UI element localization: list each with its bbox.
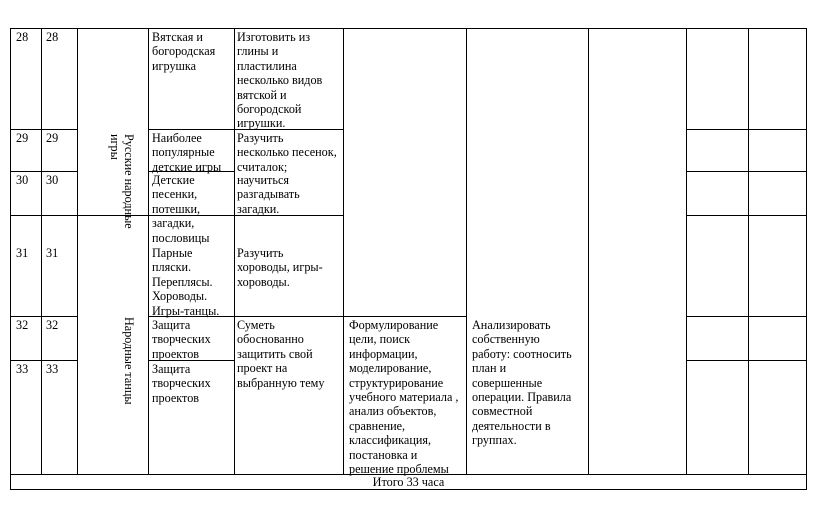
lesson-number: 32 <box>46 318 59 332</box>
lesson-topic: Защита творческих проектов <box>152 318 211 361</box>
column-divider <box>41 28 42 475</box>
lesson-number: 30 <box>46 173 59 187</box>
row-number: 30 <box>16 173 29 187</box>
lesson-task: Разучить несколько песенок, считалок; <box>237 131 337 174</box>
lesson-task: научиться разгадывать загадки. <box>237 173 300 216</box>
column-divider <box>466 28 467 475</box>
lesson-number: 33 <box>46 362 59 376</box>
row-separator <box>686 171 807 172</box>
lesson-topic: Защита творческих проектов <box>152 362 211 405</box>
lesson-number: 28 <box>46 30 59 44</box>
row-number: 31 <box>16 246 29 260</box>
row-number: 33 <box>16 362 29 376</box>
lesson-topic: Парные пляски. Переплясы. Хороводы. Игры-танцы. <box>152 246 220 318</box>
row-separator <box>10 316 77 317</box>
table-border-left <box>10 28 11 490</box>
total-hours: Итого 33 часа <box>372 475 445 489</box>
section-russian-games-line2: игры <box>108 134 122 160</box>
row-number: 28 <box>16 30 29 44</box>
section-russian-games-line1: Русские народные <box>122 134 136 229</box>
lesson-task: Изготовить из глины и пластилина несколько видов вятской и богородской игрушки. <box>237 30 323 131</box>
lesson-plan-table <box>10 28 807 490</box>
column-divider <box>77 28 78 475</box>
uud-cognitive-cell: Формулирование цели, поиск информации, моделирование, структурирование учебного материала , анализ объектов, сравнение, классификация, постановка и решение проблемы <box>349 318 459 477</box>
lesson-number: 29 <box>46 131 59 145</box>
lesson-number: 31 <box>46 246 59 260</box>
row-separator <box>686 360 807 361</box>
row-separator <box>686 316 807 317</box>
row-separator <box>10 171 77 172</box>
column-divider <box>234 28 235 475</box>
row-number: 29 <box>16 131 29 145</box>
column-divider <box>748 28 749 475</box>
section-folk-dances: Народные танцы <box>122 317 136 405</box>
column-divider <box>343 28 344 475</box>
row-separator <box>10 129 77 130</box>
lesson-topic: Вятская и богородская игрушка <box>152 30 216 73</box>
lesson-topic: Детские песенки, потешки, загадки, пословицы <box>152 173 210 245</box>
column-divider <box>686 28 687 475</box>
table-border-right <box>806 28 807 490</box>
table-border-top <box>10 28 807 29</box>
column-divider <box>588 28 589 475</box>
row-separator <box>686 129 807 130</box>
row-number: 32 <box>16 318 29 332</box>
row-separator <box>686 215 807 216</box>
lesson-topic: Наиболее популярные детские игры <box>152 131 222 174</box>
lesson-task: Разучить хороводы, игры- хороводы. <box>237 246 323 289</box>
column-divider <box>148 28 149 475</box>
row-separator <box>10 360 77 361</box>
lesson-task: Суметь обоснованно защитить свой проект на выбранную тему <box>237 318 325 390</box>
uud-regulative-cell: Анализировать собственную работу: соотносить план и совершенные операции. Правила совместной деятельности в группах. <box>472 318 572 448</box>
